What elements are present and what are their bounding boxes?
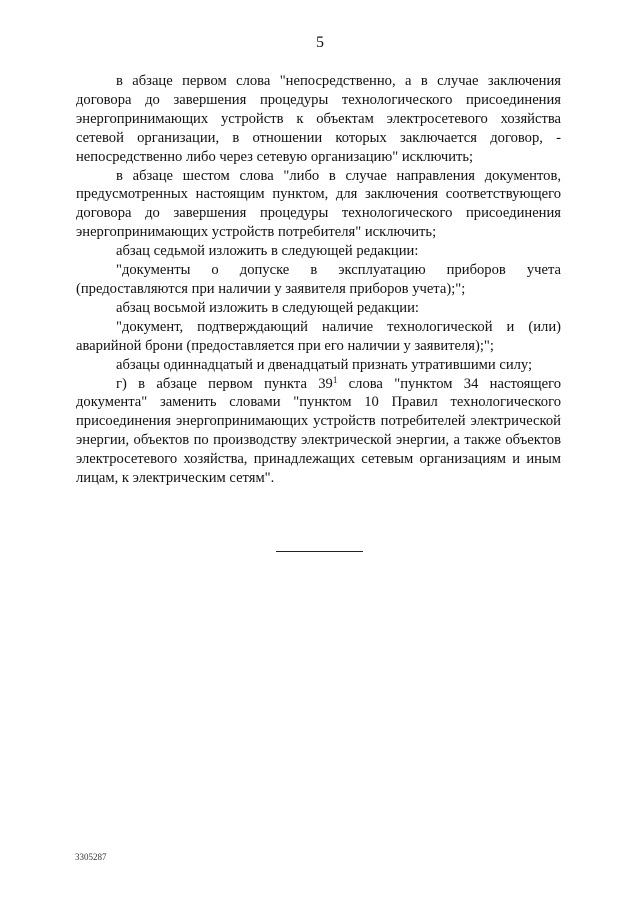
paragraph-1: в абзаце первом слова "непосредственно, а в случае заключения договора до завершения процедуры технологического присоединения энергопринимающих устройств к объектам электросетевого хозяйства сетевой организации, в отношении которых заключается договор, - непосредственно либо через сетевую организацию" исключить;: [76, 73, 561, 165]
page-number: 5: [316, 34, 324, 51]
superscript-marker: 1: [332, 374, 338, 385]
paragraph-8-rest: слова "пунктом 34 настоящего документа" заменить словами "пунктом 10 Правил технологического присоединения энергопринимающих устройств потребителей электрической энергии, объектов по производству электрической энергии, а также объектов электросетевого хозяйства, принадлежащих сетевым организациям и иным лицам, к электрическим сетям".: [76, 375, 561, 487]
paragraph-2: в абзаце шестом слова "либо в случае направления документов, предусмотренных настоящим пунктом, для заключения соответствующего договора до завершения процедуры технологического присоединения энергопринимающих устройств потребителя" исключить;: [76, 167, 561, 241]
closing-divider: [276, 551, 363, 552]
document-body: [76, 72, 561, 488]
document-code: 3305287: [75, 852, 107, 862]
paragraph-8-start: г) в абзаце первом пункта 39: [116, 375, 333, 392]
paragraph-6: "документ, подтверждающий наличие технологической и (или) аварийной брони (предоставляется при его наличии у заявителя);";: [76, 318, 561, 354]
paragraph-8: [76, 375, 561, 488]
paragraph-3: абзац седьмой изложить в следующей редакции:: [116, 243, 419, 260]
paragraph-4: "документы о допуске в эксплуатацию приборов учета (предоставляются при наличии у заявителя приборов учета);";: [76, 262, 561, 297]
paragraph-5: абзац восьмой изложить в следующей редакции:: [116, 299, 419, 316]
paragraph-7: абзацы одиннадцатый и двенадцатый признать утратившими силу;: [116, 356, 533, 373]
